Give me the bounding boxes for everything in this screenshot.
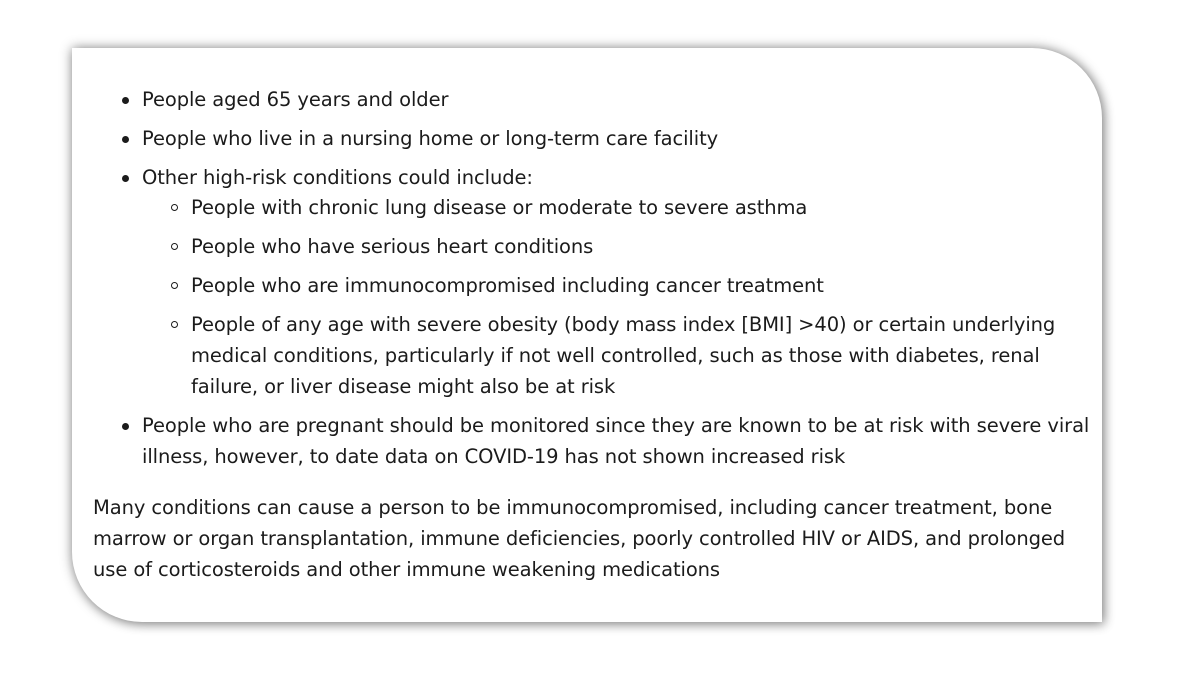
sub-list-item [142,309,1093,402]
list-item [93,410,1093,472]
sub-list-item [142,231,1093,262]
list-item [93,123,1093,154]
sub-list-item-text: People with chronic lung disease or moderate to severe asthma [191,196,808,219]
list-item-text: People who live in a nursing home or long-term care facility [142,127,719,150]
sub-list-item-text: People who have serious heart conditions [191,235,594,258]
sub-list [142,192,1093,402]
list-item [93,84,1093,115]
sub-list-item [142,270,1093,301]
list-item-text: People who are pregnant should be monitored since they are known to be at risk with severe viral illness, however, to date data on COVID-19 has not shown increased risk [142,414,1090,468]
risk-list [93,84,1093,472]
sub-list-item-text: People of any age with severe obesity (body mass index [BMI] >40) or certain underlying medical conditions, particularly if not well controlled, such as those with diabetes, renal failure, or liver disease might also be at risk [191,313,1056,398]
list-item-text: People aged 65 years and older [142,88,449,111]
list-item-text: Other high-risk conditions could include: [142,166,533,189]
sub-list-item-text: People who are immunocompromised including cancer treatment [191,274,824,297]
card-content [93,84,1093,585]
list-item [93,162,1093,402]
body-paragraph: Many conditions can cause a person to be immunocompromised, including cancer treatment, bone marrow or organ transplantation, immune deficiencies, poorly controlled HIV or AIDS, and prolonged use of corticosteroids and other immune weakening medications [93,496,1066,581]
sub-list-item [142,192,1093,223]
